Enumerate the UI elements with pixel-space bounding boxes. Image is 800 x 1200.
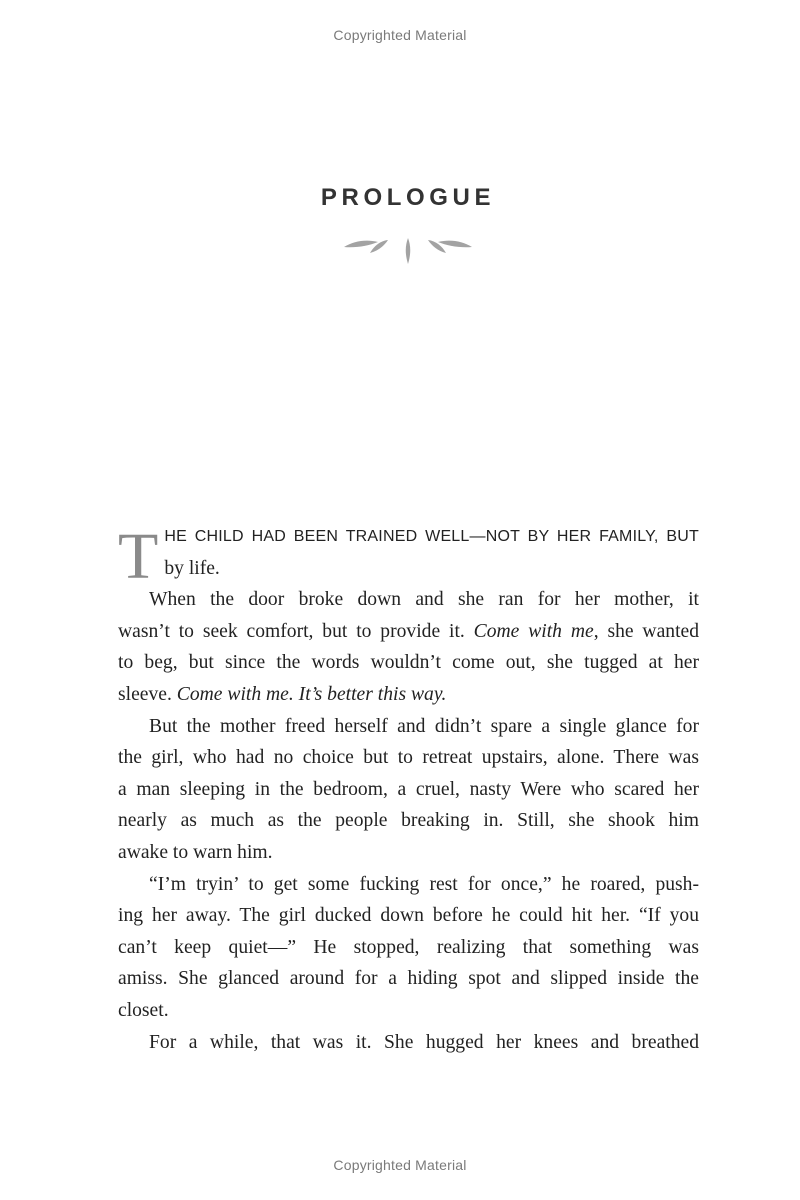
text-line: For a while, that was it. She hugged her knees and breathed — [149, 1031, 699, 1053]
text-line: awake to warn him. — [118, 841, 273, 863]
opening-paragraph — [118, 520, 699, 593]
prologue-text — [118, 521, 699, 1058]
opening-smallcaps-line: HE CHILD HAD BEEN TRAINED WELL—NOT BY HER FAMILY, BUT — [164, 528, 699, 545]
leaf-flourish-icon — [340, 232, 476, 266]
copyright-header: Copyrighted Material — [333, 27, 467, 43]
drop-cap: T — [118, 520, 159, 593]
text-line: the girl, who had no choice but to retreat upstairs, alone. There was — [118, 747, 699, 769]
chapter-title: PROLOGUE — [320, 184, 496, 211]
text-line: But the mother freed herself and didn’t spare a single glance for — [149, 715, 699, 737]
opening-line-2: by life. — [164, 557, 220, 579]
text-line: nearly as much as the people breaking in. Still, she shook him — [118, 810, 699, 832]
copyright-footer: Copyrighted Material — [333, 1157, 467, 1173]
paragraph-2 — [118, 584, 699, 710]
text-line: can’t keep quiet—” He stopped, realizing that something was — [118, 936, 699, 958]
text-line: sleeve. Come with me. It’s better this way. — [118, 683, 447, 705]
text-line: When the door broke down and she ran for her mother, it — [149, 589, 699, 611]
paragraph-4 — [118, 869, 699, 1027]
paragraph-5 — [118, 1027, 699, 1059]
text-line: amiss. She glanced around for a hiding spot and slipped inside the — [118, 968, 699, 990]
text-line: to beg, but since the words wouldn’t come out, she tugged at her — [118, 652, 699, 674]
text-line: closet. — [118, 999, 169, 1021]
text-line: ing her away. The girl ducked down before he could hit her. “If you — [118, 905, 699, 927]
text-line: wasn’t to seek comfort, but to provide it. Come with me, she wanted — [118, 620, 700, 642]
text-line: “I’m tryin’ to get some fucking rest for once,” he roared, push- — [149, 873, 699, 895]
paragraph-3 — [118, 711, 699, 869]
text-line: a man sleeping in the bedroom, a cruel, nasty Were who scared her — [118, 778, 699, 800]
